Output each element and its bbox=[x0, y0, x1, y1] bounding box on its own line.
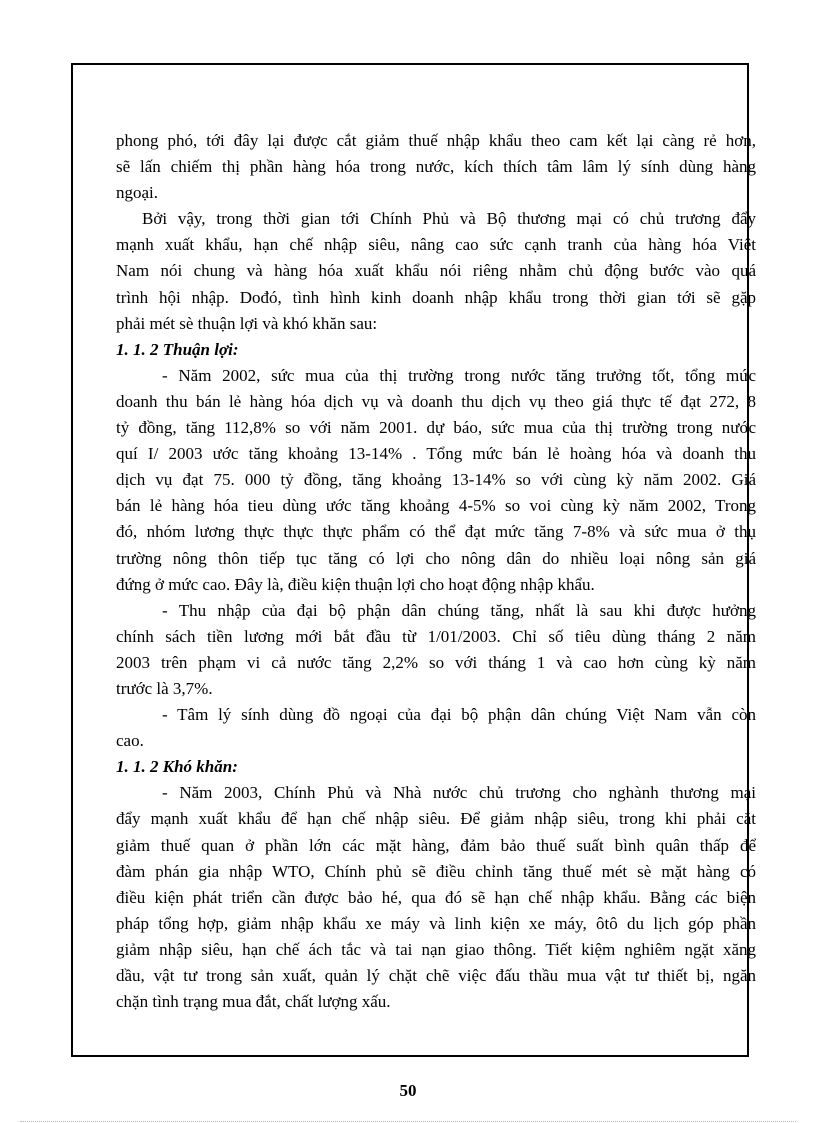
text-line: Nam nói chung và hàng hóa xuất khẩu nói riêng nhằm chủ động bước vào quá bbox=[116, 261, 756, 281]
text-line: dầu, vật tư trong sản xuất, quản lý chặt chẽ việc đấu thầu mua vật tư thiết bị, ngăn bbox=[116, 966, 756, 985]
text-line: điều kiện phát triển cần được bảo hé, qua đó sẽ hạn chế nhập khẩu. Bằng các biện bbox=[116, 887, 756, 907]
paragraph-difficulty-1 bbox=[116, 780, 756, 1015]
text-line: đứng ở mức cao. Đây là, điều kiện thuận lợi cho hoạt động nhập khẩu. bbox=[116, 574, 595, 594]
page-border-top bbox=[71, 63, 747, 65]
text-line: - Năm 2002, sức mua của thị trường trong nước tăng trưởng tốt, tổng mức bbox=[162, 365, 756, 385]
paragraph-advantage-2 bbox=[116, 598, 756, 702]
text-line: trước là 3,7%. bbox=[116, 678, 213, 698]
page-border-bottom bbox=[71, 1055, 749, 1057]
paragraph-advantage-1 bbox=[116, 363, 756, 598]
page-separator bbox=[20, 1121, 796, 1122]
text-line: tỷ đồng, tăng 112,8% so với năm 2001. dự báo, sức mua của thị trường trong nước bbox=[116, 418, 756, 438]
text-line: bán lẻ hàng hóa tieu dùng ước tăng khoảng 4-5% so voi cùng kỳ năm 2002, Trong bbox=[116, 496, 756, 516]
body-text bbox=[116, 128, 756, 1015]
text-line: Bởi vậy, trong thời gian tới Chính Phủ và Bộ thương mại có chủ trương đẩy bbox=[142, 209, 756, 229]
page-number: 50 bbox=[399, 1081, 417, 1100]
paragraph-advantage-3 bbox=[116, 702, 756, 754]
text-line: cao. bbox=[116, 731, 144, 751]
section-heading-advantages: 1. 1. 2 Thuận lợi: bbox=[116, 339, 239, 359]
text-line: ngoại. bbox=[116, 183, 159, 203]
text-line: pháp tổng hợp, giảm nhập khẩu xe máy và linh kiện xe máy, ôtô du lịch góp phần bbox=[116, 913, 756, 933]
paragraph-continuation bbox=[116, 128, 756, 206]
text-line: 2003 trên phạm vi cả nước tăng 2,2% so với tháng 1 và cao hơn cùng kỳ năm bbox=[116, 652, 756, 672]
text-line: giảm thuế quan ở phần lớn các mặt hàng, đảm bảo thuế suất bình quân thấp để bbox=[116, 835, 756, 855]
text-line: giảm nhập siêu, hạn chế ách tắc và tai nạn giao thông. Tiết kiệm nghiêm ngặt xăng bbox=[116, 939, 756, 959]
text-line: trình hội nhập. Dođó, tình hình kinh doanh nhập khẩu trong thời gian tới sẽ gặp bbox=[116, 287, 756, 307]
text-line: đó, nhóm lương thực thực thực phẩm có thể đạt mức tăng 7-8% và sức mua ở thụ bbox=[116, 522, 756, 542]
text-line: doanh thu bán lẻ hàng hóa dịch vụ và doanh thu dịch vụ theo giá thực tế đạt 272, 8 bbox=[116, 391, 756, 411]
text-line: sẽ lấn chiếm thị phần hàng hóa trong nước, kích thích tâm lâm lý sính dùng hàng bbox=[116, 157, 756, 177]
text-line: chặn tình trạng mua đắt, chất lượng xấu. bbox=[116, 992, 391, 1012]
page-border-left bbox=[71, 63, 73, 1055]
section-heading-difficulties: 1. 1. 2 Khó khăn: bbox=[116, 757, 238, 777]
text-line: chính sách tiền lương mới bắt đầu từ 1/01/2003. Chỉ số tiêu dùng tháng 2 năm bbox=[116, 626, 756, 646]
text-line: quí I/ 2003 ước tăng khoảng 13-14% . Tổng mức bán lẻ hoàng hóa và doanh thu bbox=[116, 444, 756, 464]
text-line: đẩy mạnh xuất khẩu để hạn chế nhập siêu. Để giảm nhập siêu, trong khi phải cắt bbox=[116, 809, 756, 829]
text-line: mạnh xuất khẩu, hạn chế nhập siêu, nâng cao sức cạnh tranh của hàng hóa Việt bbox=[116, 235, 756, 255]
text-line: - Năm 2003, Chính Phủ và Nhà nước chủ trương cho nghành thương mại bbox=[162, 783, 756, 803]
text-line: đàm phán gia nhập WTO, Chính phủ sẽ điều chỉnh tăng thuế mét sè mặt hàng có bbox=[116, 861, 756, 881]
text-line: - Tâm lý sính dùng đồ ngoại của đại bộ phận dân chúng Việt Nam vẫn còn bbox=[162, 705, 756, 725]
paragraph-intro bbox=[116, 206, 756, 336]
text-line: - Thu nhập của đại bộ phận dân chúng tăng, nhất là sau khi được hưởng bbox=[162, 600, 756, 620]
text-line: trường nông thôn tiếp tục tăng có lợi cho nông dân do nhiều loại nông sản giá bbox=[116, 548, 756, 568]
text-line: phải mét sè thuận lợi và khó khăn sau: bbox=[116, 313, 378, 333]
text-line: phong phó, tới đây lại được cắt giảm thuế nhập khẩu theo cam kết lại càng rẻ hơn, bbox=[116, 131, 756, 150]
text-line: dịch vụ đạt 75. 000 tỷ đồng, tăng khoảng 13-14% so với cùng kỳ năm 2002. Giá bbox=[116, 470, 756, 490]
